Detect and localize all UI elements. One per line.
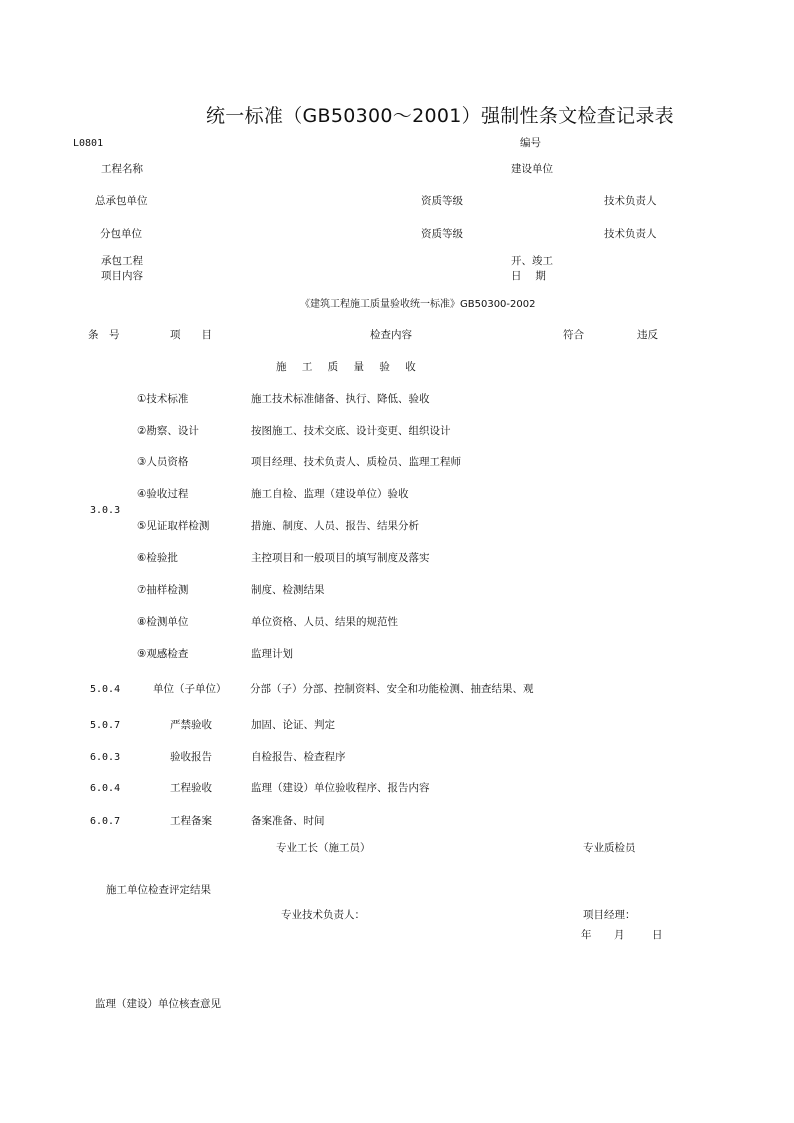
row-item: ①技术标准 bbox=[137, 393, 189, 405]
row-item: 工程验收 bbox=[170, 782, 212, 794]
row-content: 监理（建设）单位验收程序、报告内容 bbox=[251, 782, 430, 794]
serial-no-label: 编号 bbox=[520, 137, 541, 149]
row-content: 按图施工、技术交底、设计变更、组织设计 bbox=[251, 425, 451, 437]
header-item: 项 目 bbox=[170, 329, 212, 341]
row-item: ②勘察、设计 bbox=[137, 425, 199, 437]
supervisor-opinion-label: 监理（建设）单位核查意见 bbox=[95, 998, 221, 1010]
header-content: 检查内容 bbox=[370, 329, 412, 341]
tech-lead-sign-label: 专业技术负责人： bbox=[281, 909, 365, 921]
row-content: 项目经理、技术负责人、质检员、监理工程师 bbox=[251, 456, 461, 468]
page-title: 统一标准（GB50300～2001）强制性条文检查记录表 bbox=[206, 105, 674, 127]
qualification-grade-label-2: 资质等级 bbox=[421, 228, 463, 240]
project-manager-sign-label: 项目经理： bbox=[583, 909, 636, 921]
row-clause: 6.0.7 bbox=[90, 816, 121, 827]
row-clause: 5.0.7 bbox=[90, 720, 121, 731]
row-clause: 6.0.3 bbox=[90, 752, 121, 763]
row-clause: 5.0.4 bbox=[90, 684, 121, 695]
row-item: ③人员资格 bbox=[137, 456, 189, 468]
row-content: 制度、检测结果 bbox=[251, 584, 325, 596]
header-clause: 条 号 bbox=[88, 329, 120, 341]
row-item: 工程备案 bbox=[170, 815, 212, 827]
row-content: 施工自检、监理（建设单位）验收 bbox=[251, 488, 409, 500]
foreman-label: 专业工长（施工员） bbox=[276, 842, 371, 854]
row-item: ⑧检测单位 bbox=[137, 616, 189, 628]
row-item: ⑦抽样检测 bbox=[137, 584, 189, 596]
row-content: 监理计划 bbox=[251, 648, 293, 660]
row-item: 严禁验收 bbox=[170, 719, 212, 731]
row-content: 单位资格、人员、结果的规范性 bbox=[251, 616, 398, 628]
row-item: ⑥检验批 bbox=[137, 552, 178, 564]
contract-scope-label-1: 承包工程 bbox=[101, 255, 143, 267]
date-month-label: 月 bbox=[614, 929, 625, 941]
general-contractor-label: 总承包单位 bbox=[95, 195, 148, 207]
form-code: L0801 bbox=[73, 138, 104, 149]
technical-lead-label-2: 技术负责人 bbox=[604, 228, 657, 240]
row-content-clip bbox=[250, 683, 535, 697]
row-item: ④验收过程 bbox=[137, 488, 189, 500]
header-violate: 违反 bbox=[637, 329, 658, 341]
project-name-label: 工程名称 bbox=[101, 163, 143, 175]
date-year-label: 年 bbox=[581, 929, 592, 941]
clause-303: 3.0.3 bbox=[90, 505, 121, 516]
contractor-result-label: 施工单位检查评定结果 bbox=[106, 884, 211, 896]
row-content: 加固、论证、判定 bbox=[251, 719, 335, 731]
standard-reference: 《建筑工程施工质量验收统一标准》GB50300-2002 bbox=[300, 299, 536, 310]
start-end-date-label-1: 开、竣工 bbox=[511, 255, 553, 267]
quality-inspector-label: 专业质检员 bbox=[583, 842, 636, 854]
subcontractor-label: 分包单位 bbox=[100, 228, 142, 240]
row-clause: 6.0.4 bbox=[90, 783, 121, 794]
construction-unit-label: 建设单位 bbox=[511, 163, 553, 175]
header-comply: 符合 bbox=[563, 329, 584, 341]
row-item: ⑨观感检查 bbox=[137, 648, 189, 660]
row-content: 自检报告、检查程序 bbox=[251, 751, 346, 763]
technical-lead-label-1: 技术负责人 bbox=[604, 195, 657, 207]
start-end-date-label-2: 日 期 bbox=[511, 270, 546, 282]
row-content: 主控项目和一般项目的填写制度及落实 bbox=[251, 552, 430, 564]
row-content: 备案准备、时间 bbox=[251, 815, 325, 827]
row-content: 措施、制度、人员、报告、结果分析 bbox=[251, 520, 419, 532]
contract-scope-label-2: 项目内容 bbox=[101, 270, 143, 282]
qualification-grade-label-1: 资质等级 bbox=[421, 195, 463, 207]
date-day-label: 日 bbox=[652, 929, 663, 941]
row-item: ⑤见证取样检测 bbox=[137, 520, 210, 532]
row-item: 验收报告 bbox=[170, 751, 212, 763]
row-content: 施工技术标准储备、执行、降低、验收 bbox=[251, 393, 430, 405]
section-title: 施 工 质 量 验 收 bbox=[276, 361, 422, 373]
row-item: 单位（子单位） bbox=[153, 683, 227, 695]
row-content: 分部（子）分部、控制资料、安全和功能检测、抽查结果、观 bbox=[250, 683, 534, 695]
